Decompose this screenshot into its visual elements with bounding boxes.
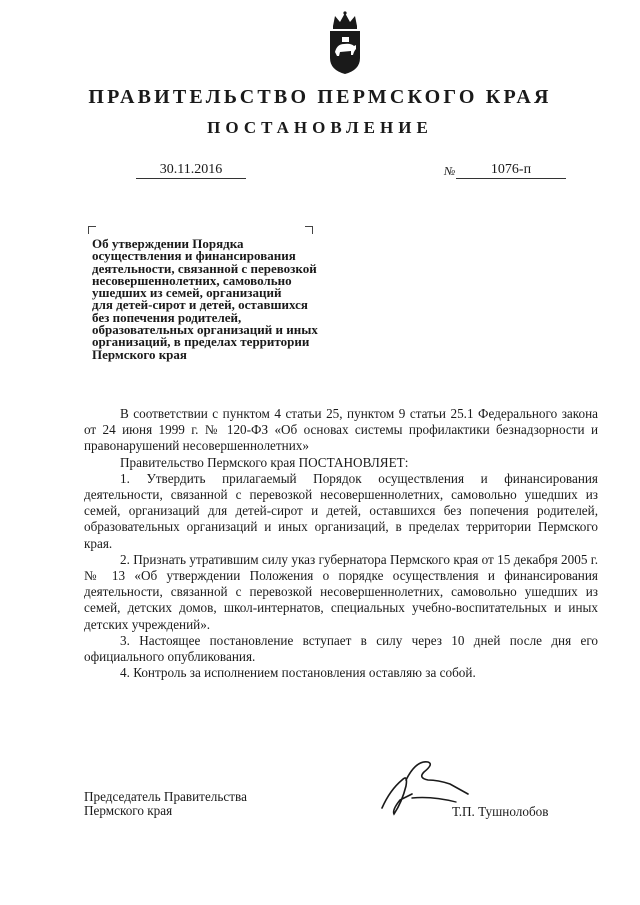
body-paragraph-preamble: В соответствии с пунктом 4 статьи 25, пунктом 9 статьи 25.1 Федерального закона от 24 июня 1999 г. № 120-ФЗ «Об основах системы профилактики безнадзорности и правонарушений несовершеннолетних» xyxy=(84,406,598,454)
subject-line: для детей-сирот и детей, оставшихся xyxy=(92,297,308,313)
government-title: ПРАВИТЕЛЬСТВО ПЕРМСКОГО КРАЯ xyxy=(88,86,552,108)
body-paragraph-item-3: 3. Настоящее постановление вступает в силу через 10 дней после дня его официального опубликования. xyxy=(84,632,598,665)
subject-line: без попечения родителей, xyxy=(92,309,242,325)
subject-line: несовершеннолетних, самовольно xyxy=(92,272,292,288)
signer-name: Т.П. Тушнолобов xyxy=(452,804,549,819)
body-paragraph-item-2: 2. Признать утратившим силу указ губернатора Пермского края от 15 декабря 2005 г. № 13 «Об утверждении Положения о порядке осуществления и финансирования деятельности, связанной с перевозкой несовершеннолетних, самовольно ушедших из семей, детских домов, школ-интернатов, специальных учебно-воспитательных и иных детских учреждений». xyxy=(84,551,598,632)
coat-of-arms-emblem xyxy=(326,10,364,76)
subject-corner-left xyxy=(88,226,96,234)
document-body xyxy=(84,406,598,681)
subject-line: деятельности, связанной с перевозкой xyxy=(92,260,317,276)
signer-title-line: Председатель Правительства xyxy=(84,789,247,804)
signer-title-line: Пермского края xyxy=(84,803,173,818)
document-type: ПОСТАНОВЛЕНИЕ xyxy=(207,118,433,137)
subject-line: Пермского края xyxy=(92,346,187,362)
subject-line: ушедших из семей, организаций xyxy=(92,285,282,301)
subject-line: образовательных организаций и иных xyxy=(92,322,318,338)
signer-title xyxy=(84,790,247,818)
body-paragraph-item-4: 4. Контроль за исполнением постановления оставляю за собой. xyxy=(120,665,476,681)
document-date: 30.11.2016 xyxy=(136,162,246,179)
subject-line: организаций, в пределах территории xyxy=(92,334,310,350)
document-number: 1076-п xyxy=(456,162,566,179)
subject-line: осуществления и финансирования xyxy=(92,248,296,264)
number-sign: № xyxy=(444,164,456,178)
subject-line: Об утверждении Порядка xyxy=(92,236,244,251)
subject-corner-right xyxy=(305,226,313,234)
body-paragraph-resolves: Правительство Пермского края ПОСТАНОВЛЯЕТ: xyxy=(120,454,409,470)
body-paragraph-item-1: 1. Утвердить прилагаемый Порядок осуществления и финансирования деятельности, связанной с перевозкой несовершеннолетних, самовольно ушедших из семей, организаций для детей-сирот и детей, оставшихся без попечения родителей, образовательных организаций и иных организаций, в пределах территории Пермского края. xyxy=(84,470,598,551)
document-subject xyxy=(92,238,372,361)
